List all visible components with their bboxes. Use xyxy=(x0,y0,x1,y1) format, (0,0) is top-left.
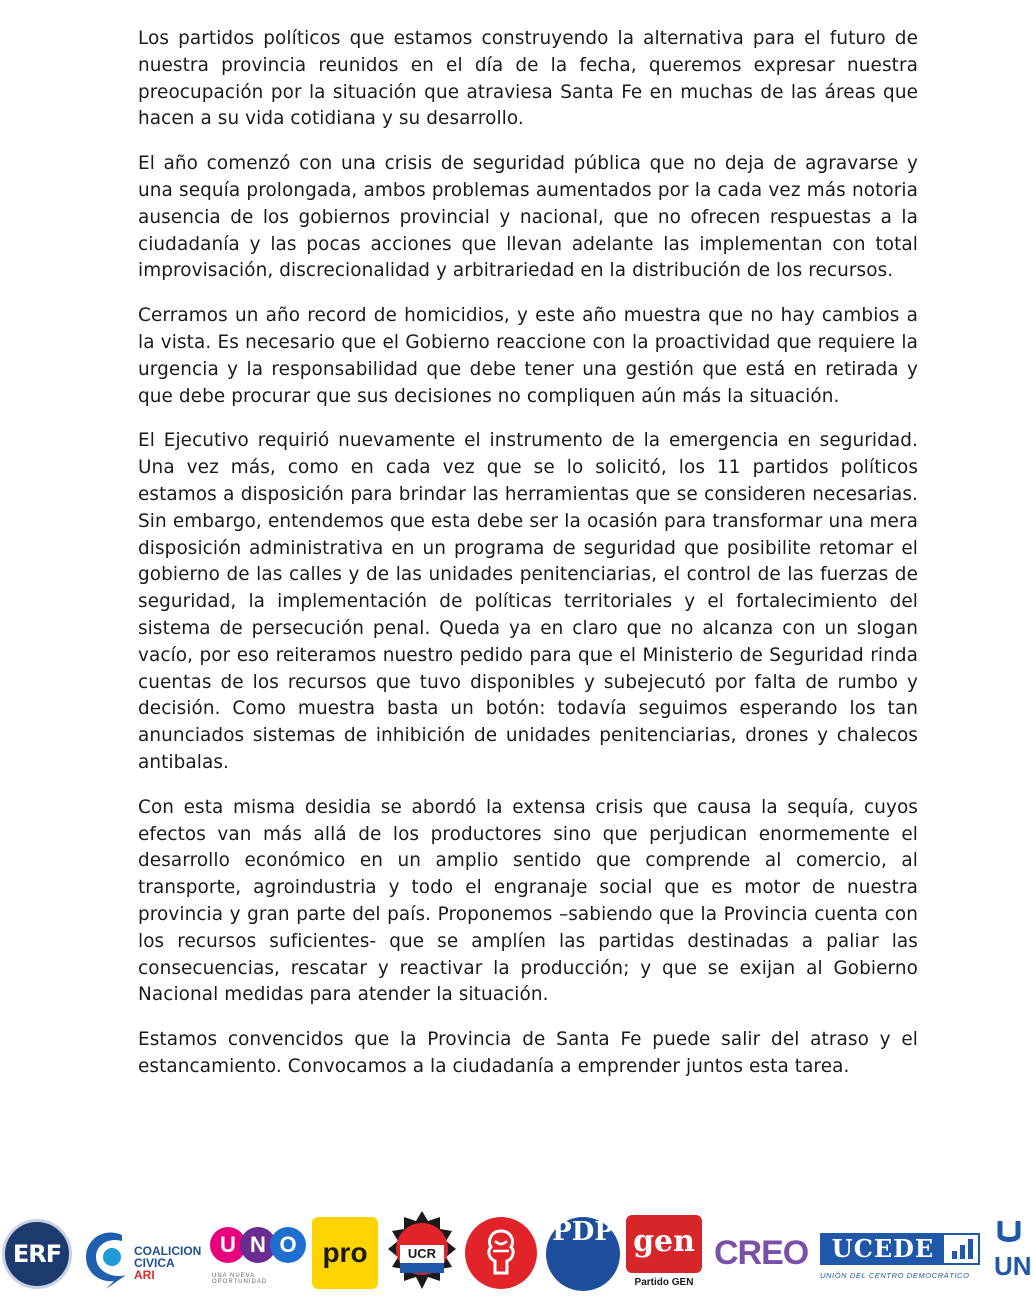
paragraph: El año comenzó con una crisis de seguridad pública que no deja de agravarse y una sequía prolongada, ambos problemas aumentados por la cada vez más notoria ausencia de los gobiernos provincial y nacional, que no ofrecen respuestas a la ciudadanía y las pocas acciones que llevan adelante las implementan con total improvisación, discrecionalidad y arbitrariedad en la distribución de los recursos. xyxy=(138,153,918,282)
gen-text: gen xyxy=(626,1215,702,1273)
uni-text: UN xyxy=(994,1251,1032,1281)
ucede-text: UCEDE xyxy=(822,1235,944,1263)
uni-mark-icon xyxy=(994,1219,1024,1245)
paragraph: El Ejecutivo requirió nuevamente el instrumento de la emergencia en seguridad. Una vez más, como en cada vez que se lo solicitó, los 11 partidos políticos estamos a disposición para brindar las herramientas que se consideren necesarias. Sin embargo, entendemos que esta debe ser la ocasión para transformar una mera disposición administrativa en un programa de seguridad que posibilite retomar el gobierno de las calles y de las unidades penitenciarias, el control de las fuerzas de seguridad, la implementación de políticas territoriales y el fortalecimiento del sistema de persecución penal. Queda ya en claro que no alcanza con un slogan vacío, por eso reiteramos nuestro pedido para que el Ministerio de Seguridad rinda cuentas de los recursos que tuvo disponibles y subejecutó por falta de rumbo y decisión. Como muestra basta un botón: todavía seguimos esperando los tan anunciados sistemas de inhibición de unidades penitenciarias, drones y chalecos antibalas. xyxy=(138,430,918,773)
uno-letter-u: U xyxy=(210,1227,246,1263)
ucr-logo xyxy=(384,1209,460,1293)
coalicion-civica-logo xyxy=(82,1219,204,1291)
bar-chart-icon xyxy=(950,1237,976,1261)
uni-logo xyxy=(994,1219,1033,1289)
uno-subtitle: UNA NUEVA OPORTUNIDAD xyxy=(212,1273,268,1285)
uno-logo xyxy=(210,1223,306,1287)
pdp-logo xyxy=(546,1217,620,1291)
coalicion-text: COALICION xyxy=(134,1244,202,1258)
ucede-logo xyxy=(820,1233,988,1289)
rose-icon xyxy=(465,1217,537,1289)
ucr-text: UCR xyxy=(400,1245,444,1263)
uno-letter-o: O xyxy=(270,1227,306,1263)
document-body xyxy=(138,26,918,1099)
paragraph: Los partidos políticos que estamos construyendo la alternativa para el futuro de nuestra provincia reunidos en el día de la fecha, queremos expresar nuestra preocupación por la situación que atraviesa Santa Fe en muchas de las áreas que hacen a su vida cotidiana y su desarrollo. xyxy=(138,28,918,130)
paragraph: Con esta misma desidia se abordó la extensa crisis que causa la sequía, cuyos efectos van más allá de los productores sino que perjudican enormemente el desarrollo económico en un amplio sentido que comprende al comercio, al transporte, agroindustria y todo el engranaje social que es motor de nuestra provincia y gran parte del país. Proponemos –sabiendo que la Provincia cuenta con los recursos suficientes- que se amplíen las partidas destinadas a paliar las consecuencias, rescatar y reactivar la producción; y que se exijan al Gobierno Nacional medidas para atender la situación. xyxy=(138,796,918,1006)
paragraph: Cerramos un año record de homicidios, y este año muestra que no hay cambios a la vista. Es necesario que el Gobierno reaccione con la proactividad que requiere la urgencia y la responsabilidad que debe tener una gestión que está en retirada y que debe procurar que sus decisiones no compliquen aún más la situación. xyxy=(138,305,918,407)
party-logos-row xyxy=(0,1205,1033,1291)
ucede-subtitle: UNIÓN DEL CENTRO DEMOCRÁTICO xyxy=(820,1271,970,1280)
ari-text: ARI xyxy=(134,1268,155,1282)
civica-text: CIVICA xyxy=(134,1256,175,1270)
partido-socialista-logo xyxy=(465,1217,537,1289)
erf-logo: ERF xyxy=(2,1219,72,1289)
gen-subtitle: Partido GEN xyxy=(634,1277,694,1288)
gen-logo xyxy=(626,1215,702,1293)
coalicion-swirl-icon xyxy=(82,1225,132,1291)
creo-logo: CREO xyxy=(714,1234,809,1272)
pdp-text: PDP xyxy=(552,1217,614,1247)
uno-letter-n: N xyxy=(240,1227,276,1263)
paragraph: Estamos convencidos que la Provincia de Santa Fe puede salir del atraso y el estancamiento. Convocamos a la ciudadanía a emprender juntos esta tarea. xyxy=(138,1029,918,1077)
pro-logo: pro xyxy=(312,1217,378,1289)
